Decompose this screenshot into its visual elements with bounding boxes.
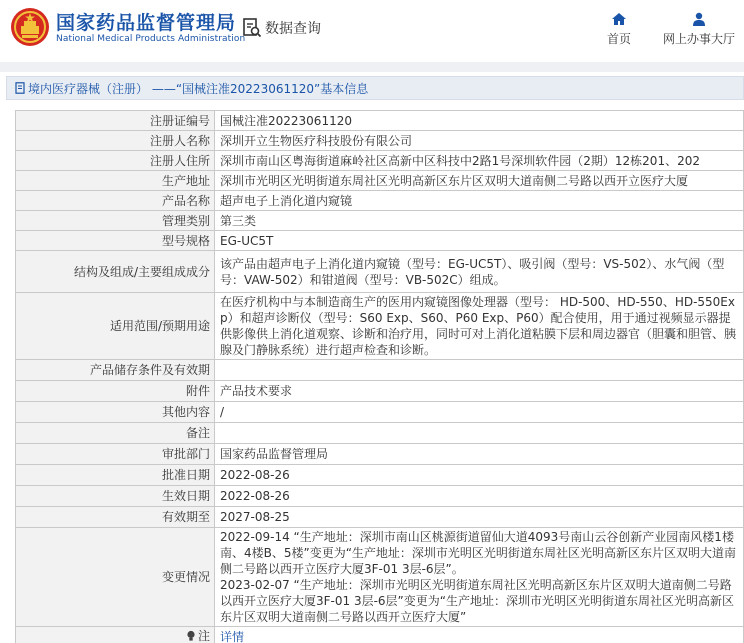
site-brand-english[interactable]: National Medical Products Administration: [56, 34, 246, 44]
row-label-registrant-address: 注册人住所: [16, 151, 215, 171]
row-label-structure-composition: 结构及组成/主要组成成分: [16, 251, 215, 293]
row-value-product-name: 超声电子上消化道内窥镜: [215, 191, 744, 211]
row-label-change-history: 变更情况: [16, 528, 215, 627]
table-row: [16, 381, 744, 402]
row-label-note: [16, 627, 215, 643]
row-label-storage-validity: 产品储存条件及有效期: [16, 360, 215, 381]
row-label-attachment: 附件: [16, 381, 215, 402]
row-value-attachment: 产品技术要求: [215, 381, 744, 402]
table-row: [16, 151, 744, 171]
document-icon: [15, 82, 26, 94]
lightbulb-icon: [186, 630, 196, 642]
row-label-registrant-name: 注册人名称: [16, 131, 215, 151]
row-value-production-address: 深圳市光明区光明街道东周社区光明高新区东片区双明大道南侧二号路以西开立医疗大厦: [215, 171, 744, 191]
table-row: [16, 131, 744, 151]
national-emblem-logo[interactable]: [10, 7, 50, 47]
table-row: [16, 293, 744, 360]
row-value-change-history: 2022-09-14 “生产地址：深圳市南山区桃源街道留仙大道4093号南山云谷创新产业园南风楼1楼南、4楼B、5楼”变更为“生产地址：深圳市光明区光明街道东周社区光明高新区东片区双明大道南侧二号路以西开立医疗大厦3F-01 3层-6层”。 2023-02-07 “生产地址：深圳市光明区光明街道东周社区光明高新区东片区双明大道南侧二号路以西开立医疗大厦3F-01 3层-6层”变更为“生产地址：深圳市光明区光明街道东周社区光明高新区东片区双明大道南侧二号路以西开立医疗大厦”: [215, 528, 744, 627]
home-icon: [611, 12, 627, 26]
table-row: [16, 444, 744, 465]
row-label-expiry-date: 有效期至: [16, 507, 215, 528]
table-row: [16, 191, 744, 211]
details-link[interactable]: 详情: [220, 630, 245, 643]
site-header: [0, 0, 744, 62]
row-value-other-content: /: [215, 402, 744, 423]
row-value-intended-use: 在医疗机构中与本制造商生产的医用内窥镜图像处理器（型号： HD-500、HD-550、HD-550Exp）和超声诊断仪（型号：S60 Exp、S60、P60 Exp、P60）配合使用，用于通过视频显示器提供影像供上消化道观察、诊断和治疗用，同时可对上消化道粘膜下层和周边器官（胆囊和胆管、胰腺及门静脉系统）进行超声检查和诊断。: [215, 293, 744, 360]
row-label-production-address: 生产地址: [16, 171, 215, 191]
row-value-effective-date: 2022-08-26: [215, 486, 744, 507]
row-label-model-spec: 型号规格: [16, 231, 215, 251]
row-value-registrant-name: 深圳开立生物医疗科技股份有限公司: [215, 131, 744, 151]
data-query-link[interactable]: [242, 17, 321, 39]
row-value-registrant-address: 深圳市南山区粤海街道麻岭社区高新中区科技中2路1号深圳软件园（2期）12栋201、202: [215, 151, 744, 171]
person-icon: [691, 12, 707, 26]
nav-home-label: 首页: [606, 32, 631, 46]
table-row: [16, 111, 744, 131]
row-value-storage-validity: [215, 360, 744, 381]
table-row: [16, 171, 744, 191]
table-row: [16, 231, 744, 251]
row-label-approval-department: 审批部门: [16, 444, 215, 465]
table-row: [16, 251, 744, 293]
row-value-model-spec: EG-UC5T: [215, 231, 744, 251]
nav-online-service-hall-label: 网上办事大厅: [662, 32, 735, 46]
record-title: 境内医疗器械（注册） ——“国械注准20223061120”基本信息: [28, 81, 369, 96]
row-label-registration-number: 注册证编号: [16, 111, 215, 131]
row-value-approval-department: 国家药品监督管理局: [215, 444, 744, 465]
registration-info-table: [15, 110, 744, 643]
row-label-effective-date: 生效日期: [16, 486, 215, 507]
table-row: [16, 465, 744, 486]
site-brand-chinese[interactable]: 国家药品监督管理局: [56, 12, 237, 34]
row-label-product-name: 产品名称: [16, 191, 215, 211]
row-value-remarks: [215, 423, 744, 444]
table-row: [16, 423, 744, 444]
table-row: [16, 507, 744, 528]
nav-home[interactable]: [579, 12, 659, 47]
search-document-icon: [242, 17, 262, 39]
row-value-registration-number: 国械注准20223061120: [215, 111, 744, 131]
nav-online-service-hall[interactable]: [657, 12, 741, 47]
row-label-intended-use: 适用范围/预期用途: [16, 293, 215, 360]
row-label-approval-date: 批准日期: [16, 465, 215, 486]
table-row: [16, 528, 744, 627]
table-row: [16, 486, 744, 507]
row-value-expiry-date: 2027-08-25: [215, 507, 744, 528]
table-row: [16, 211, 744, 231]
note-label-wrap: [186, 628, 210, 643]
data-query-label: 数据查询: [265, 21, 321, 37]
row-value-structure-composition: 该产品由超声电子上消化道内窥镜（型号：EG-UC5T）、吸引阀（型号：VS-502）、水气阀（型号：VAW-502）和钳道阀（型号：VB-502C）组成。: [215, 251, 744, 293]
table-row: [16, 360, 744, 381]
row-value-approval-date: 2022-08-26: [215, 465, 744, 486]
row-label-management-class: 管理类别: [16, 211, 215, 231]
table-row: [16, 402, 744, 423]
header-separator: [0, 62, 744, 72]
record-title-bar: [6, 76, 744, 100]
row-value-note: [215, 627, 744, 643]
row-label-other-content: 其他内容: [16, 402, 215, 423]
row-value-management-class: 第三类: [215, 211, 744, 231]
table-row: [16, 627, 744, 643]
row-label-remarks: 备注: [16, 423, 215, 444]
note-label: 注: [197, 629, 210, 643]
